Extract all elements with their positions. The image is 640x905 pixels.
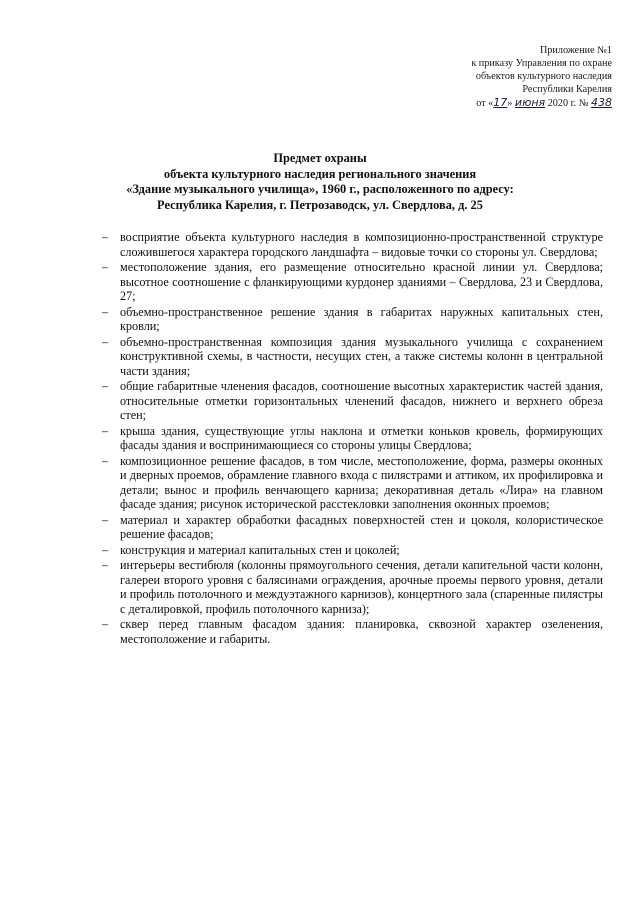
appendix-line-4: Республики Карелия — [522, 84, 612, 95]
list-dash: – — [102, 423, 109, 438]
handwritten-day: 17 — [493, 96, 508, 109]
list-dash: – — [102, 558, 109, 572]
list-item-text: материал и характер обработки фасадных поверхностей стен и цоколя, колористическое решение фасадов; — [120, 512, 603, 541]
list-item — [100, 260, 603, 304]
list-dash: – — [102, 304, 109, 319]
year-text: 2020 г. № — [545, 98, 591, 109]
list-item — [100, 335, 603, 379]
list-dash: – — [102, 379, 109, 393]
list-item-text: объемно-пространственное решение здания в габаритах наружных капитальных стен, кровли; — [120, 304, 603, 333]
list-item-text: общие габаритные членения фасадов, соотношение высотных характеристик частей здания, относительные отметки горизонтальных членений фасадов, нижнего и верхнего обреза стен; — [120, 379, 603, 422]
list-item-text: композиционное решение фасадов, в том числе, местоположение, форма, размеры оконных и дверных проемов, обрамление главного входа с пилястрами и аттиком, их профилировка и детали; вынос и профиль венчающего карниза; декоративная деталь «Лира» на главном фасаде здания; рисунок исторической расстекловки заполнения оконных проемов; — [120, 453, 603, 511]
list-item-text: сквер перед главным фасадом здания: планировка, сквозной характер озеленения, местоположение и габариты. — [120, 617, 603, 646]
title-line-4: Республика Карелия, г. Петрозаводск, ул. Свердлова, д. 25 — [157, 197, 483, 212]
list-item — [100, 230, 603, 259]
appendix-header — [471, 44, 612, 110]
list-dash: – — [102, 512, 109, 527]
list-item — [100, 558, 603, 616]
list-item — [100, 305, 603, 334]
list-dash: – — [102, 334, 109, 349]
list-dash: – — [102, 260, 109, 274]
list-item-text: интерьеры вестибюля (колонны прямоугольного сечения, детали капительной части колонн, галереи второго уровня с балясинами ограждения, арочные проемы первого уровня, детали и профиль потолочного и междуэтажного карнизов), концертного зала (спаренные пилястры с деталировкой, профиль потолочного карниза); — [120, 558, 603, 616]
title-line-3: «Здание музыкального училища», 1960 г., расположенного по адресу: — [126, 182, 514, 196]
appendix-line-2: к приказу Управления по охране — [471, 58, 612, 69]
handwritten-number: 438 — [591, 96, 612, 109]
list-item — [100, 424, 603, 453]
list-dash: – — [102, 617, 109, 631]
handwritten-month: июня — [514, 96, 546, 109]
list-dash: – — [102, 542, 109, 557]
list-dash: – — [102, 453, 109, 468]
protection-subject-list — [100, 230, 603, 647]
list-item — [100, 543, 603, 558]
list-item-text: крыша здания, существующие углы наклона и отметки коньков кровель, формирующих фасады здания и воспринимающиеся со стороны улицы Свердлова; — [120, 423, 603, 452]
order-date-line — [471, 96, 612, 110]
list-item-text: объемно-пространственная композиция здания музыкального училища с сохранением конструктивной схемы, в частности, несущих стен, а также системы колонн в центральной части здания; — [120, 334, 603, 378]
title-line-1: Предмет охраны — [273, 151, 367, 165]
list-item — [100, 379, 603, 423]
list-item — [100, 454, 603, 512]
appendix-line-1: Приложение №1 — [539, 45, 612, 56]
title-line-2: объекта культурного наследия регионального значения — [163, 166, 477, 181]
date-mid: » — [507, 98, 515, 109]
list-item-text: местоположение здания, его размещение относительно красной линии ул. Свердлова; высотное соотношение с фланкирующими курдонер зданиями – Свердлова, 23 и Свердлова, 27; — [120, 260, 603, 303]
list-item-text: конструкция и материал капитальных стен и цоколей; — [120, 542, 400, 557]
date-prefix: от « — [476, 98, 494, 109]
list-item-text: восприятие объекта культурного наследия в композиционно-пространственной структуре сложившегося характера городского ландшафта – видовые точки со стороны ул. Свердлова; — [120, 230, 603, 259]
appendix-line-3: объектов культурного наследия — [475, 71, 612, 82]
list-dash: – — [102, 230, 109, 244]
list-item — [100, 617, 603, 646]
list-item — [100, 513, 603, 542]
document-title — [100, 151, 540, 213]
